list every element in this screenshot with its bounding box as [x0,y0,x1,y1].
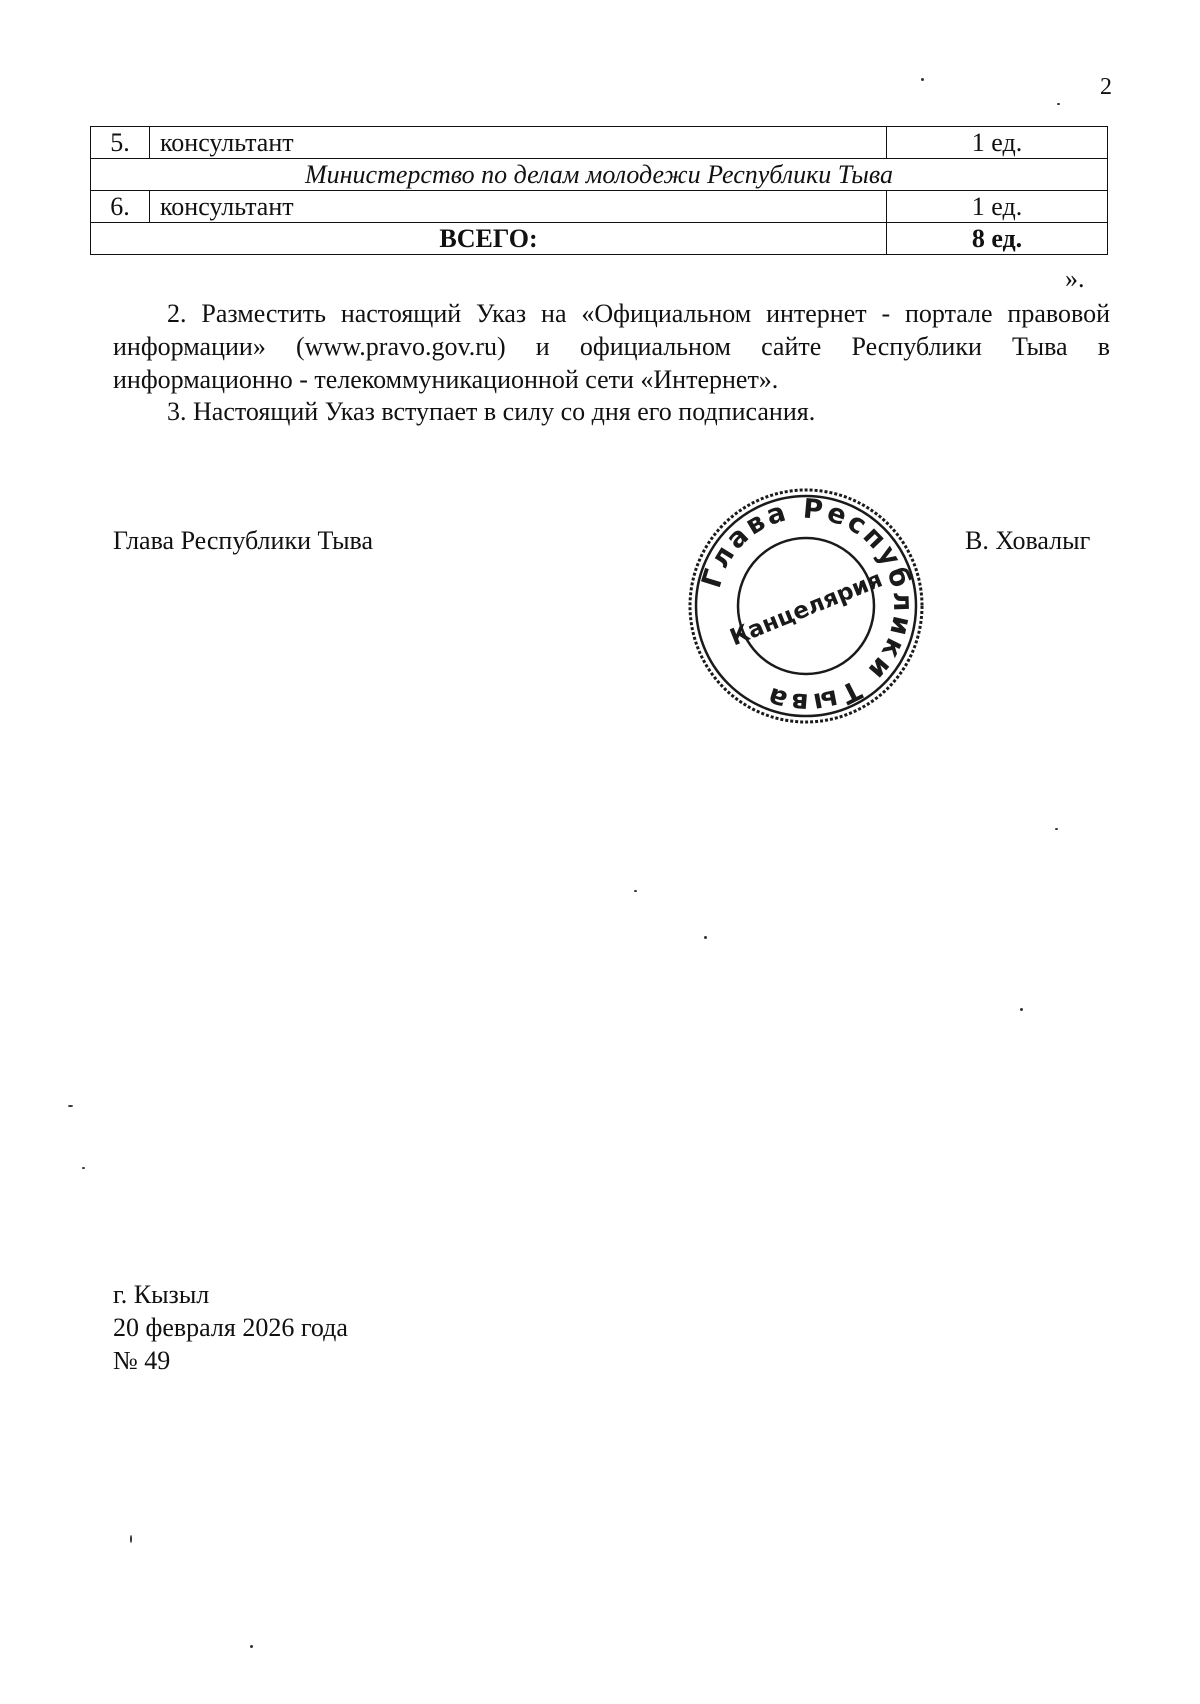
row-quantity: 1 ед. [887,191,1108,223]
scan-speck [250,1645,253,1648]
signatory-name: В. Ховалыг [965,526,1091,555]
total-label: ВСЕГО: [91,223,887,255]
scan-speck [1020,1008,1023,1011]
document-footer [113,1278,348,1377]
row-role: консультант [150,191,887,223]
scan-speck [1057,103,1060,105]
table-row [91,191,1108,223]
issue-date: 20 февраля 2026 года [113,1313,348,1342]
seal-outer-text: Глава Республики Тыва [696,493,919,719]
table-row [91,127,1108,159]
scan-speck [82,1167,85,1169]
table-row-total [91,223,1108,255]
scan-speck [704,936,707,939]
scan-speck [634,890,637,892]
row-number: 5. [91,127,150,159]
staff-table [90,126,1108,255]
row-quantity: 1 ед. [887,127,1108,159]
scan-speck [921,78,924,81]
signatory-title: Глава Республики Тыва [113,526,374,555]
paragraph-2: 2. Разместить настоящий Указ на «Официальном интернет - портале правовой информации» (www.pravo.gov.ru) и официальном сайте Республики Тыва в информационно - телекоммуникационной сети «Интернет». [113,299,1110,394]
row-role: консультант [150,127,887,159]
page-number: 2 [1100,74,1112,100]
closing-quote: ». [1065,264,1085,293]
ministry-heading: Министерство по делам молодежи Республики Тыва [91,159,1108,191]
seal-center-text: Канцелярия [726,566,887,652]
scan-speck [1055,828,1058,830]
paragraph-3: 3. Настоящий Указ вступает в силу со дня его подписания. [167,397,816,426]
row-number: 6. [91,191,150,223]
issue-city: г. Кызыл [113,1280,210,1309]
official-seal [686,486,926,726]
total-quantity: 8 ед. [887,223,1108,255]
table-row-ministry [91,159,1108,191]
scan-speck [130,1535,132,1543]
document-number: № 49 [113,1346,171,1375]
scan-speck [68,1105,73,1107]
